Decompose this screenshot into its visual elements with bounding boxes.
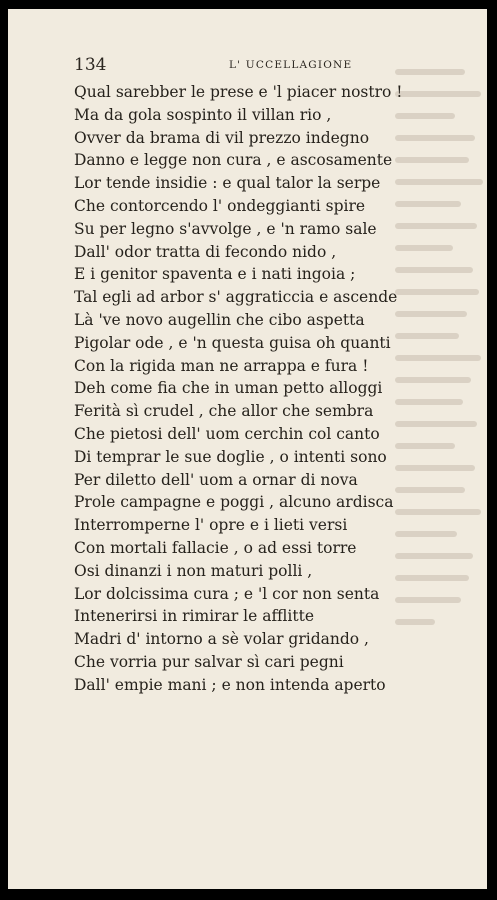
verse-line: Che vorria pur salvar sì cari pegni: [74, 652, 344, 671]
verse-line: Che pietosi dell' uom cerchin col canto: [74, 424, 380, 443]
verse-line: Qual sarebber le prese e 'l piacer nostro !: [74, 83, 403, 101]
verse-line: Lor dolcissima cura ; e 'l cor non senta: [74, 584, 380, 603]
verse-line: Danno e legge non cura , e ascosamente: [74, 151, 393, 170]
running-head: L' UCCELLAGIONE: [229, 59, 353, 71]
verse-line: Dall' empie mani ; e non intenda aperto: [74, 675, 386, 694]
verse-block: [74, 81, 434, 697]
verse-line: E i genitor spaventa e i nati ingoia ;: [74, 265, 356, 284]
verse-line: Che contorcendo l' ondeggianti spire: [74, 196, 366, 215]
page-number: 134: [74, 55, 107, 75]
verse-line: Dall' odor tratta di fecondo nido ,: [74, 242, 337, 261]
verse-line: Intenerirsi in rimirar le afflitte: [74, 607, 315, 626]
verse-line: Di temprar le sue doglie , o intenti sono: [74, 447, 387, 466]
verse-line: Per diletto dell' uom a ornar di nova: [74, 470, 358, 489]
verse-line: Con mortali fallacie , o ad essi torre: [74, 538, 357, 557]
verse-line: Madri d' intorno a sè volar gridando ,: [74, 630, 369, 649]
verse-line: Pigolar ode , e 'n questa guisa oh quanti: [74, 333, 391, 352]
verse-line: Lor tende insidie : e qual talor la serpe: [74, 174, 381, 193]
verse-line: Osi dinanzi i non maturi polli ,: [74, 561, 313, 580]
verse-line: Deh come fia che in uman petto alloggi: [74, 379, 383, 398]
verse-line: Su per legno s'avvolge , e 'n ramo sale: [74, 219, 377, 238]
book-page: [8, 9, 487, 889]
verse-line: Ferità sì crudel , che allor che sembra: [74, 402, 374, 421]
verse-line: Interromperne l' opre e i lieti versi: [74, 516, 348, 535]
page-header: [74, 55, 428, 75]
verse-line: Con la rigida man ne arrappa e fura !: [74, 356, 369, 375]
verse-line: Tal egli ad arbor s' aggraticcia e ascende: [74, 288, 398, 307]
verse-line: Ma da gola sospinto il villan rio ,: [74, 105, 332, 124]
verse-line: Prole campagne e poggi , alcuno ardisca: [74, 493, 394, 512]
verse-line: Là 've novo augellin che cibo aspetta: [74, 310, 365, 329]
verse-line: Ovver da brama di vil prezzo indegno: [74, 128, 370, 147]
